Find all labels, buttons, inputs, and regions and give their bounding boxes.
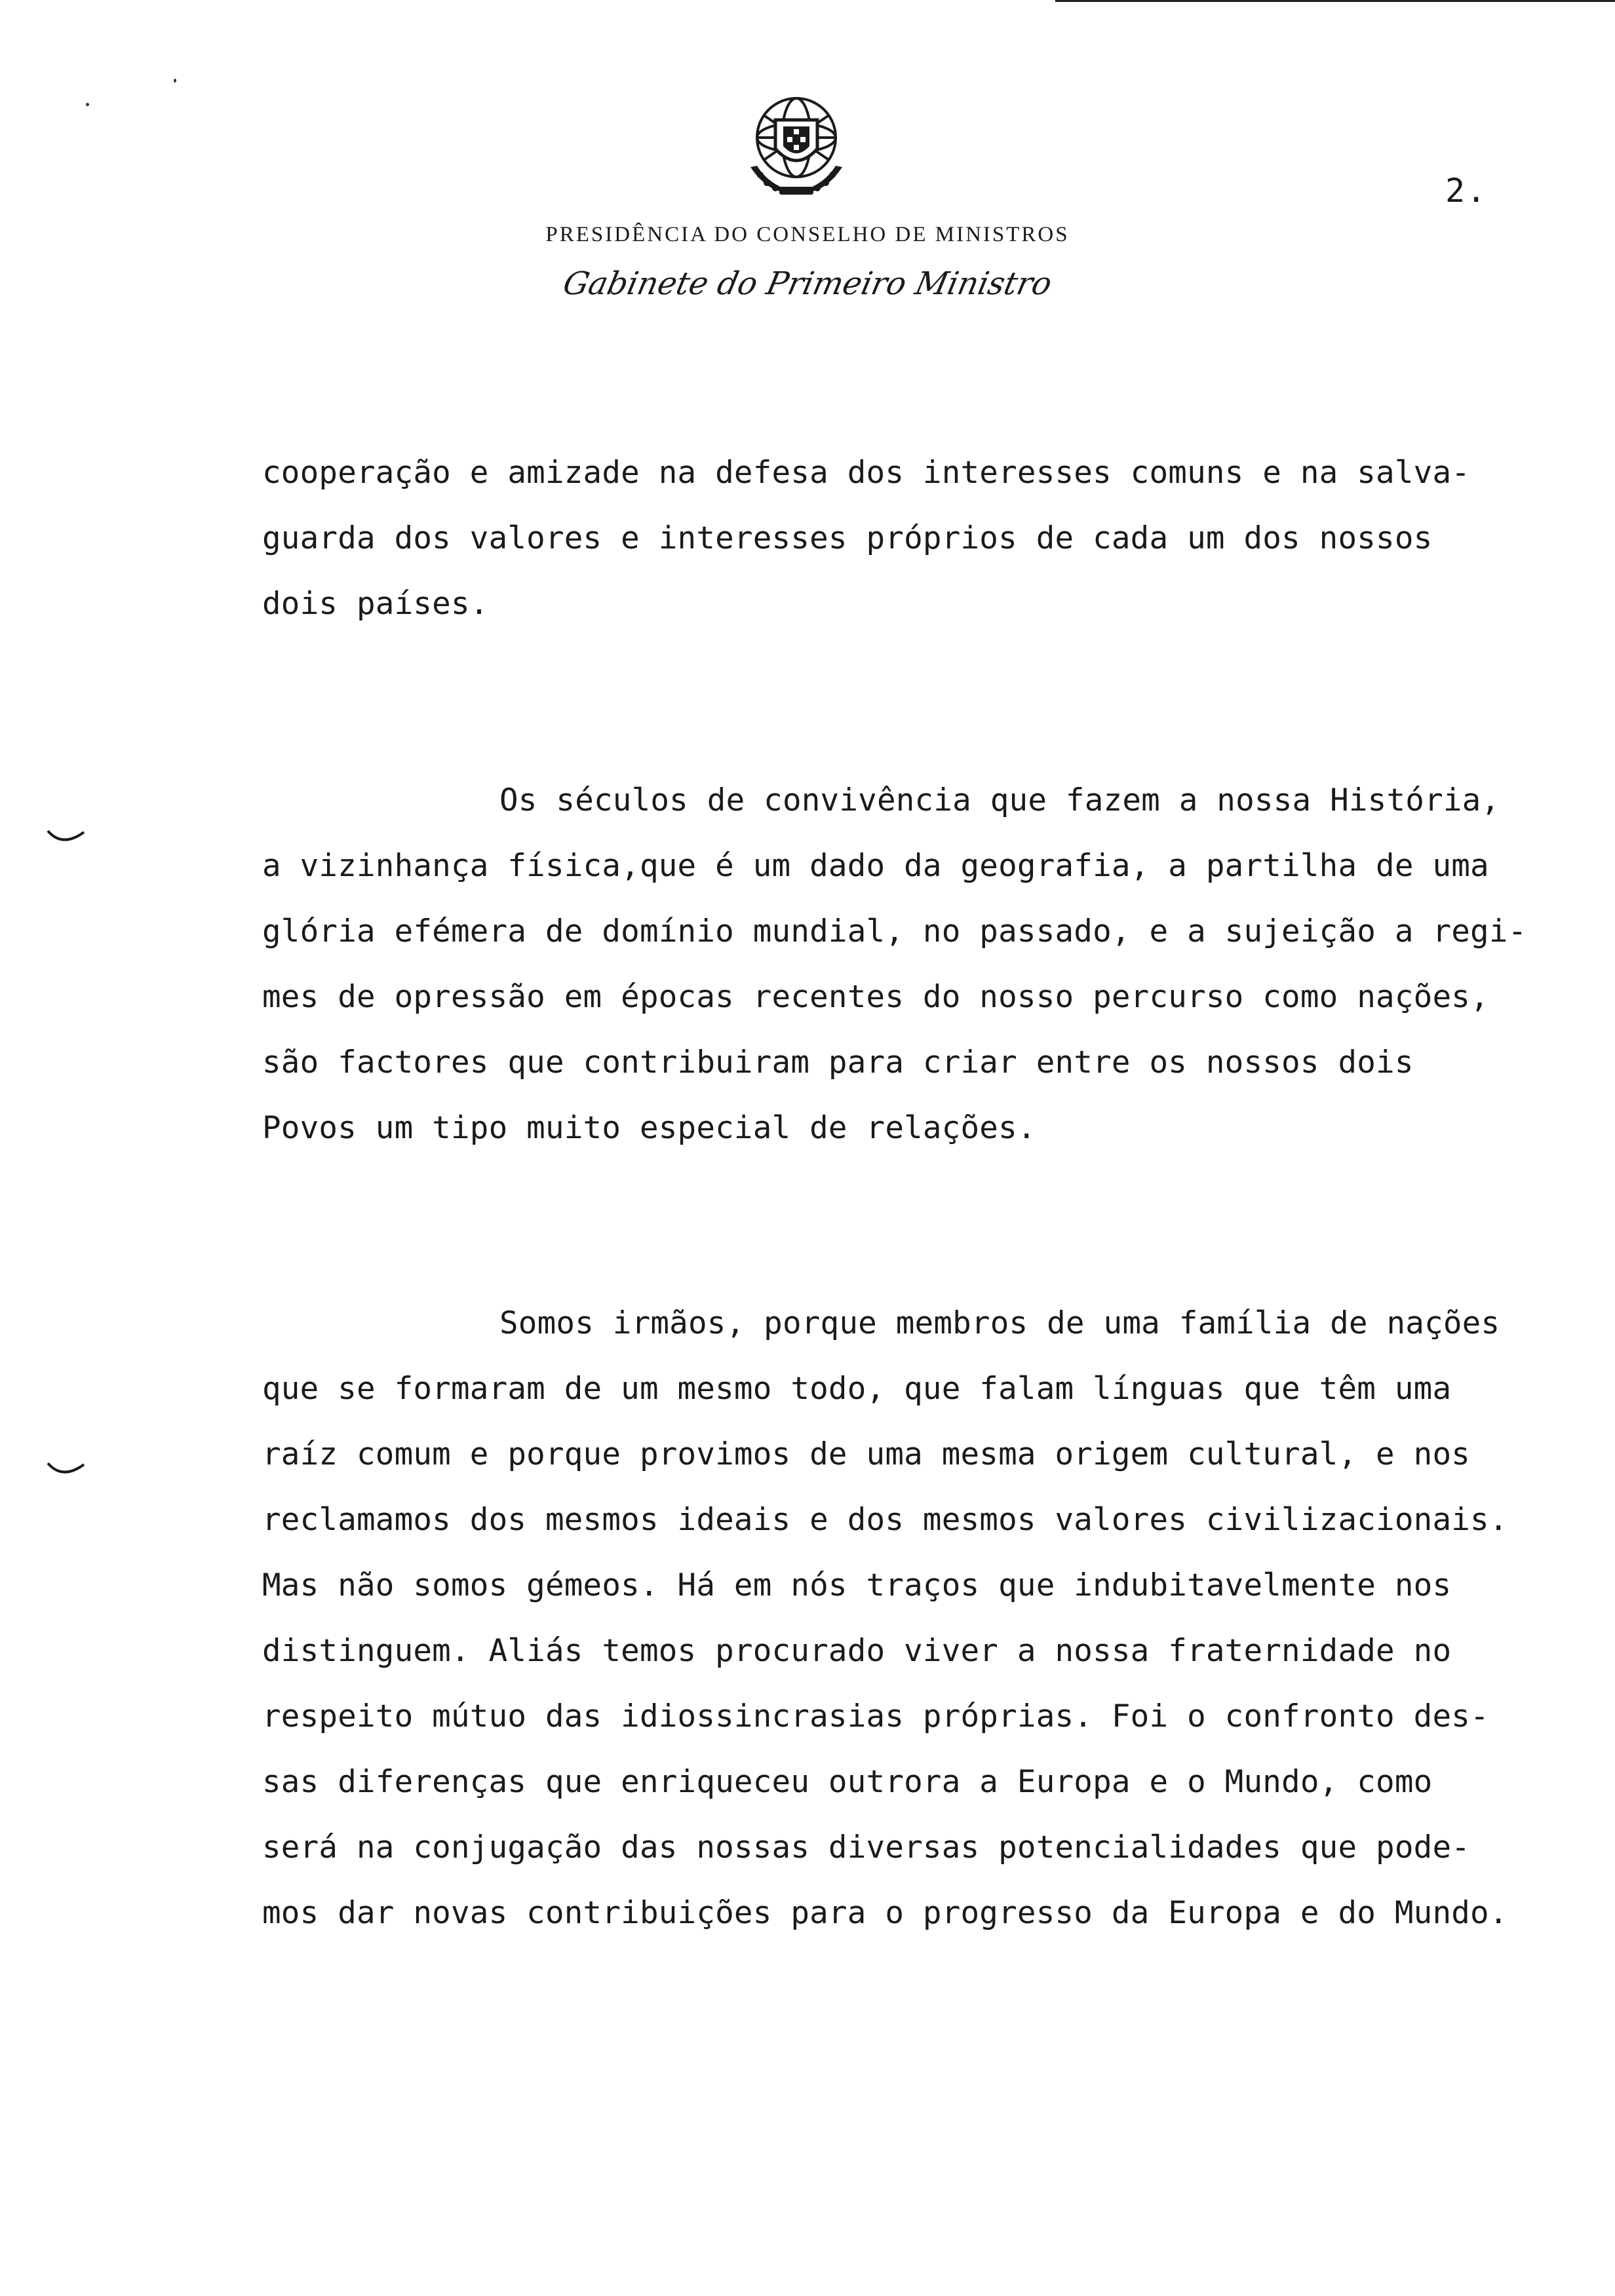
paragraph-2 <box>262 768 1573 1161</box>
scan-speck <box>86 103 89 106</box>
text-line: reclamamos dos mesmos ideais e dos mesmos valores civilizacionais. <box>262 1502 1508 1538</box>
letterhead-institution: PRESIDÊNCIA DO CONSELHO DE MINISTROS <box>545 223 1070 246</box>
text-line: sas diferenças que enriqueceu outrora a Europa e o Mundo, como <box>262 1764 1433 1800</box>
text-line: será na conjugação das nossas diversas potencialidades que pode- <box>262 1829 1471 1866</box>
margin-check-mark <box>46 826 87 848</box>
text-line: Povos um tipo muito especial de relações. <box>262 1110 1036 1146</box>
letterhead-cabinet: Gabinete do Primeiro Ministro <box>560 265 1055 302</box>
text-line: a vizinhança física,que é um dado da geografia, a partilha de uma <box>262 848 1489 884</box>
scan-speck <box>174 79 176 83</box>
text-line: cooperação e amizade na defesa dos interesses comuns e na salva- <box>262 455 1471 491</box>
page-number: 2. <box>1445 172 1488 210</box>
text-line: Mas não somos gémeos. Há em nós traços que indubitavelmente nos <box>262 1567 1452 1603</box>
text-line: respeito mútuo das idiossincrasias próprias. Foi o confronto des- <box>262 1698 1489 1734</box>
top-edge-rule <box>1055 0 1615 2</box>
text-line: são factores que contribuiram para criar entre os nossos dois <box>262 1044 1414 1081</box>
text-line: mos dar novas contribuições para o progresso da Europa e do Mundo. <box>262 1895 1508 1931</box>
text-line: mes de opressão em épocas recentes do nosso percurso como nações, <box>262 979 1489 1015</box>
text-line: guarda dos valores e interesses próprios de cada um dos nossos <box>262 520 1433 556</box>
text-line: glória efémera de domínio mundial, no passado, e a sujeição a regi- <box>262 913 1527 949</box>
text-line: dois países. <box>262 586 489 622</box>
margin-check-mark <box>46 1458 87 1480</box>
text-line: distinguem. Aliás temos procurado viver a nossa fraternidade no <box>262 1633 1452 1669</box>
coat-of-arms-icon <box>731 88 865 206</box>
text-line: Somos irmãos, porque membros de uma família de nações <box>499 1305 1500 1341</box>
text-line: que se formaram de um mesmo todo, que falam línguas que têm uma <box>262 1371 1452 1407</box>
text-line: Os séculos de convivência que fazem a nossa História, <box>499 782 1500 818</box>
paragraph-1 <box>262 440 1573 637</box>
text-line: raíz comum e porque provimos de uma mesma origem cultural, e nos <box>262 1436 1471 1472</box>
paragraph-3 <box>262 1291 1573 1946</box>
